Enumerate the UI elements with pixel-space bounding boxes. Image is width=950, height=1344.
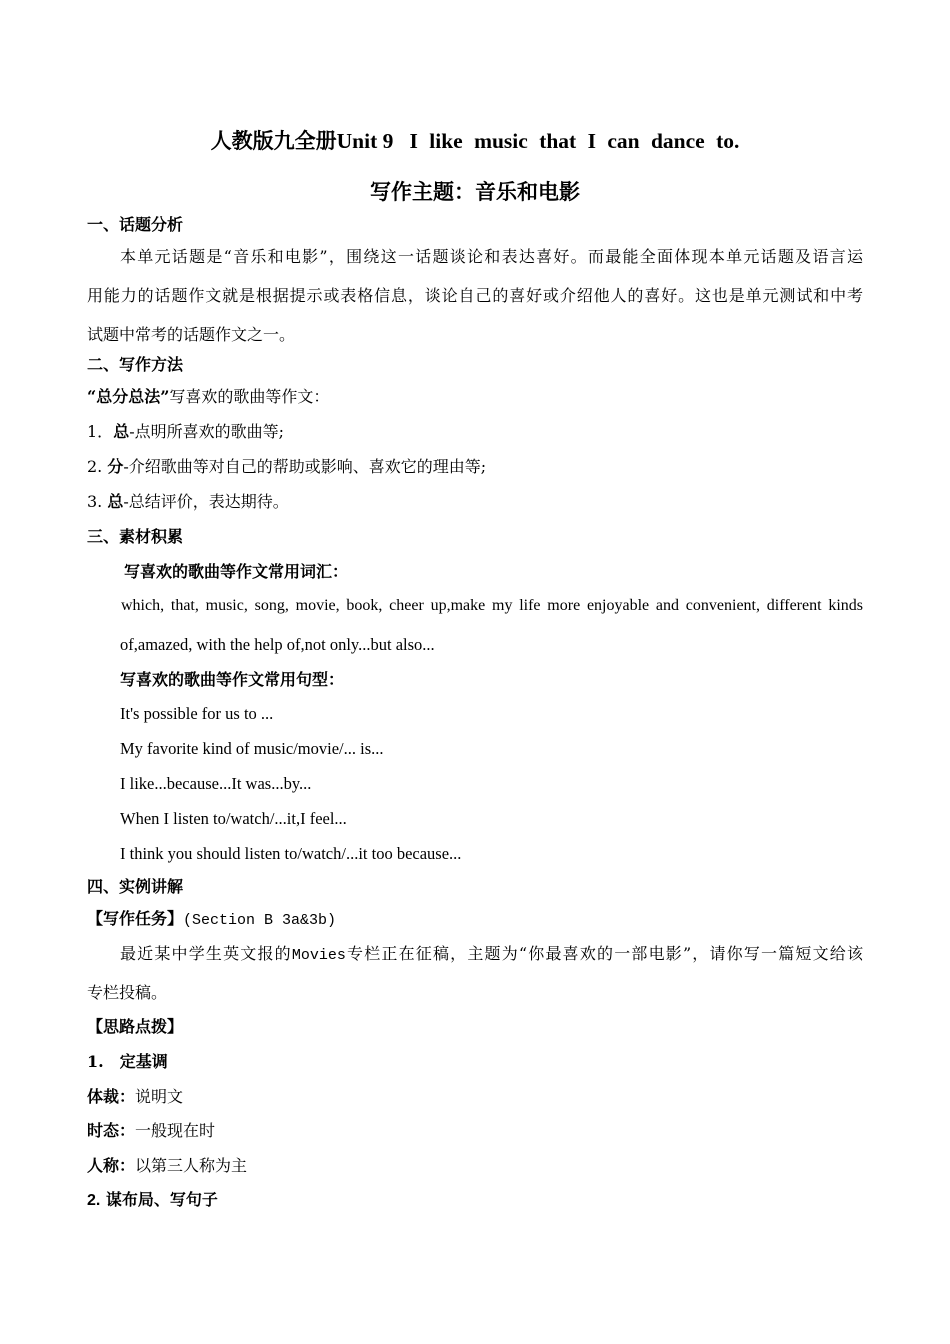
method-intro [87,387,329,407]
document-title [0,128,950,154]
section-3-heading: 三、素材积累 [87,527,184,546]
genre-row: 体裁：说明文 [87,1087,184,1106]
writing-task-label: 【写作任务】(Section B 3a&3b) [87,909,337,929]
method-step-key: 总 [113,422,130,441]
sentence-pattern: I like...because...It was...by... [120,774,312,793]
vocab-title: 写喜欢的歌曲等作文常用词汇： [124,562,349,581]
sentence-pattern: It's possible for us to ... [120,704,274,723]
method-desc: 写喜欢的歌曲等作文： [169,387,330,406]
title-prefix: 人教版九全册 [210,128,337,153]
vocab-line-2: of,amazed, with the help of,not only...but also... [120,635,435,654]
task-reference: (Section B 3a&3b) [183,912,337,929]
sentence-pattern: My favorite kind of music/movie/... is... [120,739,384,758]
section-1-paragraph-line-1: 本单元话题是“音乐和电影”，围绕这一话题谈论和表达喜好。而最能全面体现本单元话题及语言运 [120,247,863,266]
step-2-heading: 2. 谋布局、写句子 [87,1190,218,1209]
step-1-heading: 1. 定基调 [87,1052,168,1071]
method-step-1: 1．总-点明所喜欢的歌曲等; [87,422,285,441]
sentence-pattern: When I listen to/watch/...it,I feel... [120,809,347,828]
document-subtitle: 写作主题：音乐和电影 [370,179,580,204]
sentence-pattern: I think you should listen to/watch/...it too because... [120,844,462,863]
section-4-heading: 四、实例讲解 [87,877,184,896]
person-row: 人称：以第三人称为主 [87,1156,248,1175]
sentence-title: 写喜欢的歌曲等作文常用句型： [120,670,345,689]
section-1-paragraph-line-3: 试题中常考的话题作文之一。 [87,325,296,344]
title-unit: Unit 9 [336,129,394,153]
tense-row: 时态：一般现在时 [87,1121,216,1140]
section-2-heading: 二、写作方法 [87,355,184,374]
method-name: “总分总法” [87,387,170,406]
method-step-2: 2. 分-介绍歌曲等对自己的帮助或影响、喜欢它的理由等; [87,457,487,476]
hint-label: 【思路点拨】 [87,1017,184,1036]
task-paragraph-line-1: 最近某中学生英文报的Movies专栏正在征稿，主题为“你最喜欢的一部电影”，请你写一篇短文给该 [120,944,863,964]
method-step-3: 3. 总-总结评价，表达期待。 [87,492,289,511]
method-step-key: 总 [107,492,124,511]
title-rest: I like music that I can dance to. [409,129,740,153]
method-step-key: 分 [107,457,124,476]
vocab-line-1: which, that, music, song, movie, book, cheer up,make my life more enjoyable and convenient, different kinds [121,597,863,614]
section-1-paragraph-line-2: 用能力的话题作文就是根据提示或表格信息，谈论自己的喜好或介绍他人的喜好。这也是单元测试和中考 [87,286,863,305]
task-paragraph-line-2: 专栏投稿。 [87,983,168,1002]
section-1-heading: 一、话题分析 [87,215,184,234]
